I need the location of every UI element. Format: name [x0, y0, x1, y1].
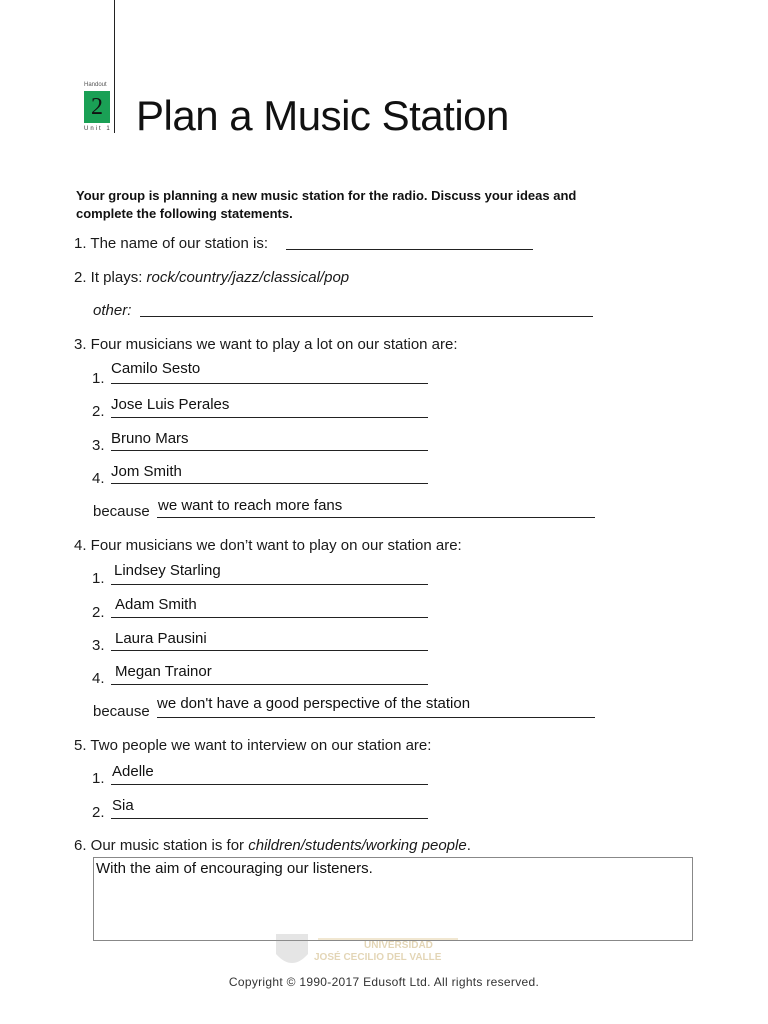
answer-line [111, 650, 428, 651]
watermark-text [314, 940, 441, 964]
list-number: 1. [92, 570, 105, 587]
question-3-label: 3. Four musicians we want to play a lot on our station are: [74, 336, 458, 353]
question-1-label: 1. The name of our station is: [74, 235, 268, 252]
watermark-line-1: UNIVERSIDAD [364, 940, 433, 951]
answer-line [111, 617, 428, 618]
other-genre-line[interactable] [140, 316, 593, 317]
musician-not-want-1[interactable]: Lindsey Starling [114, 562, 221, 579]
station-name-line[interactable] [286, 249, 533, 250]
musician-want-1[interactable]: Camilo Sesto [111, 360, 201, 377]
other-label: other: [93, 302, 132, 319]
handout-label: Handout [84, 82, 107, 88]
genre-options[interactable]: rock/country/jazz/classical/pop [146, 269, 350, 286]
question-6-suffix: . [466, 837, 471, 854]
question-5-label: 5. Two people we want to interview on our station are: [74, 737, 432, 754]
list-number: 1. [92, 370, 105, 387]
answer-line [111, 784, 428, 785]
question-6-prefix: 6. Our music station is for [74, 837, 249, 854]
musician-not-want-4[interactable]: Megan Trainor [115, 663, 212, 680]
list-number: 2. [92, 604, 105, 621]
list-number: 4. [92, 470, 105, 487]
handout-number-badge: 2 [84, 91, 110, 123]
list-number: 4. [92, 670, 105, 687]
musician-not-want-3[interactable]: Laura Pausini [115, 630, 207, 647]
answer-line [111, 818, 428, 819]
question-6 [74, 837, 471, 854]
answer-line [111, 584, 428, 585]
list-number: 2. [92, 804, 105, 821]
comment-box[interactable]: With the aim of encouraging our listeners. [93, 857, 693, 941]
question-2-prefix: 2. It plays: [74, 269, 147, 286]
interviewee-2[interactable]: Sia [112, 797, 134, 814]
unit-label: Unit 1 [84, 126, 112, 132]
answer-line [111, 450, 428, 451]
question-4-label: 4. Four musicians we don’t want to play on our station are: [74, 537, 462, 554]
musician-want-4[interactable]: Jom Smith [111, 463, 182, 480]
page-title: Plan a Music Station [136, 92, 509, 139]
copyright-footer: Copyright © 1990-2017 Edusoft Ltd. All rights reserved. [228, 975, 540, 989]
answer-line [111, 383, 428, 384]
interviewee-1[interactable]: Adelle [112, 763, 154, 780]
list-number: 3. [92, 437, 105, 454]
because-label: because [93, 503, 150, 520]
answer-line [111, 483, 428, 484]
answer-line [111, 417, 428, 418]
because-answer-not-want[interactable]: we don't have a good perspective of the station [157, 695, 471, 712]
watermark-line-2: JOSÉ CECILIO DEL VALLE [314, 952, 442, 963]
musician-not-want-2[interactable]: Adam Smith [115, 596, 197, 613]
musician-want-3[interactable]: Bruno Mars [111, 430, 189, 447]
header-divider-line [114, 0, 115, 133]
because-label: because [93, 703, 150, 720]
instructions: Your group is planning a new music station for the radio. Discuss your ideas and complete the following statements. [76, 188, 577, 221]
list-number: 2. [92, 403, 105, 420]
list-number: 3. [92, 637, 105, 654]
list-number: 1. [92, 770, 105, 787]
because-answer-want[interactable]: we want to reach more fans [158, 497, 343, 514]
answer-line [111, 684, 428, 685]
musician-want-2[interactable]: Jose Luis Perales [111, 396, 230, 413]
answer-line [157, 717, 595, 718]
answer-line [157, 517, 595, 518]
question-2 [74, 269, 349, 286]
audience-options[interactable]: children/students/working people [248, 837, 467, 854]
